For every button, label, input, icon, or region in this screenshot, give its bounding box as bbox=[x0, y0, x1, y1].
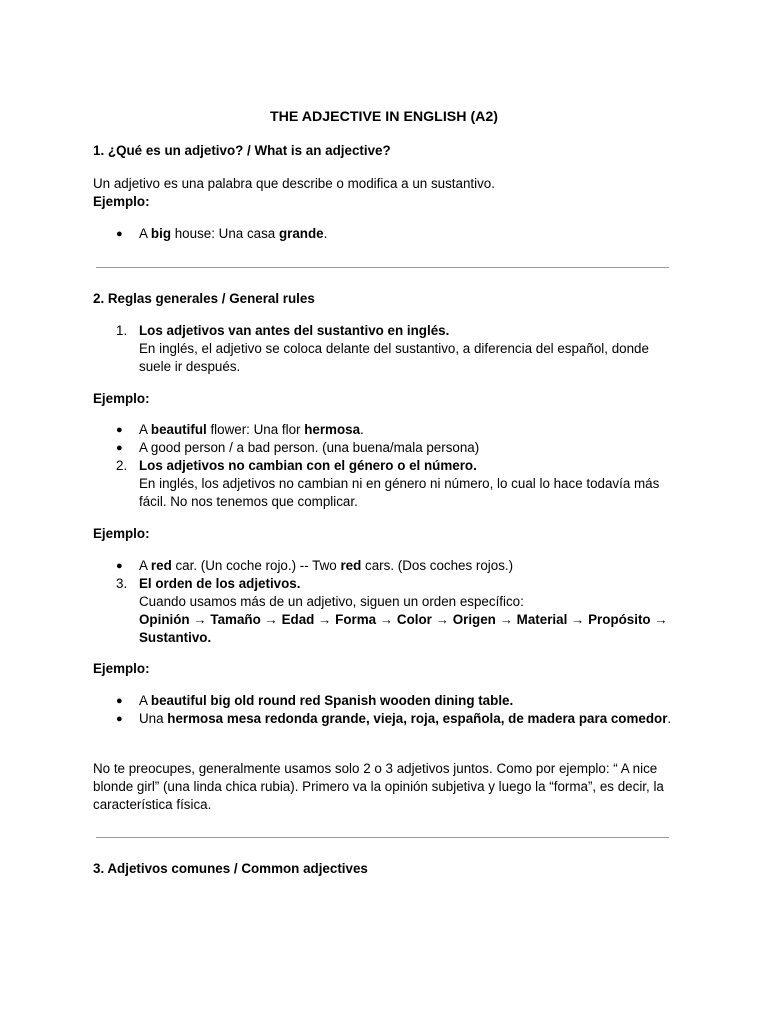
section-3-heading: 3. Adjetivos comunes / Common adjectives bbox=[93, 861, 368, 876]
rule-2-title: Los adjetivos no cambian con el género o el número. bbox=[139, 458, 477, 473]
list-item: A red car. (Un coche rojo.) -- Two red cars. (Dos coches rojos.) bbox=[139, 558, 514, 573]
section-2-heading: 2. Reglas generales / General rules bbox=[93, 291, 315, 306]
section-1-definition: Un adjetivo es una palabra que describe o modifica a un sustantivo. bbox=[93, 176, 495, 191]
bullet: ● bbox=[116, 695, 123, 707]
rule-3-order: Opinión → Tamaño → Edad → Forma → Color → Origen → Material → Propósito → Sustantivo. bbox=[139, 612, 668, 645]
rule-3 bbox=[139, 575, 676, 647]
section-1-heading: 1. ¿Qué es un adjetivo? / What is an adjective? bbox=[93, 143, 391, 158]
list-item: A beautiful flower: Una flor hermosa. bbox=[139, 422, 364, 437]
rule-3-title: El orden de los adjetivos. bbox=[139, 576, 301, 591]
rule-2-text: En inglés, los adjetivos no cambian ni en género ni número, lo cual lo hace todavía más fácil. No nos tenemos que complicar. bbox=[139, 476, 660, 509]
bullet: ● bbox=[116, 442, 123, 454]
list-item: A good person / a bad person. (una buena/mala persona) bbox=[139, 440, 480, 455]
divider bbox=[96, 267, 669, 268]
bullet: ● bbox=[116, 713, 123, 725]
example-label: Ejemplo: bbox=[93, 391, 150, 406]
bullet: ● bbox=[116, 560, 123, 572]
example-label: Ejemplo: bbox=[93, 526, 150, 541]
rule-1-title: Los adjetivos van antes del sustantivo en inglés. bbox=[139, 323, 450, 338]
note-paragraph: No te preocupes, generalmente usamos solo 2 o 3 adjetivos juntos. Como por ejemplo: “ A nice blonde girl” (una linda chica rubia). Primero va la opinión subjetiva y luego la “forma”, es decir, la característica física. bbox=[93, 761, 664, 812]
bullet: ● bbox=[116, 424, 123, 436]
rule-1-text: En inglés, el adjetivo se coloca delante del sustantivo, a diferencia del español, donde suele ir después. bbox=[139, 341, 649, 374]
bullet: ● bbox=[116, 228, 123, 240]
rule-2 bbox=[139, 457, 676, 511]
list-item: A beautiful big old round red Spanish wooden dining table. bbox=[139, 693, 514, 708]
example-label: Ejemplo: bbox=[93, 661, 150, 676]
page-title: THE ADJECTIVE IN ENGLISH (A2) bbox=[269, 109, 499, 125]
rule-1 bbox=[139, 322, 676, 376]
list-item: A big house: Una casa grande. bbox=[139, 226, 328, 241]
rule-number: 1. bbox=[116, 323, 128, 338]
rule-3-text: Cuando usamos más de un adjetivo, siguen un orden específico: bbox=[139, 594, 524, 609]
rule-number: 2. bbox=[116, 458, 128, 473]
list-item: Una hermosa mesa redonda grande, vieja, roja, española, de madera para comedor. bbox=[139, 711, 672, 726]
rule-number: 3. bbox=[116, 576, 128, 591]
section-1-example-label: Ejemplo: bbox=[93, 194, 150, 209]
divider bbox=[96, 837, 669, 838]
